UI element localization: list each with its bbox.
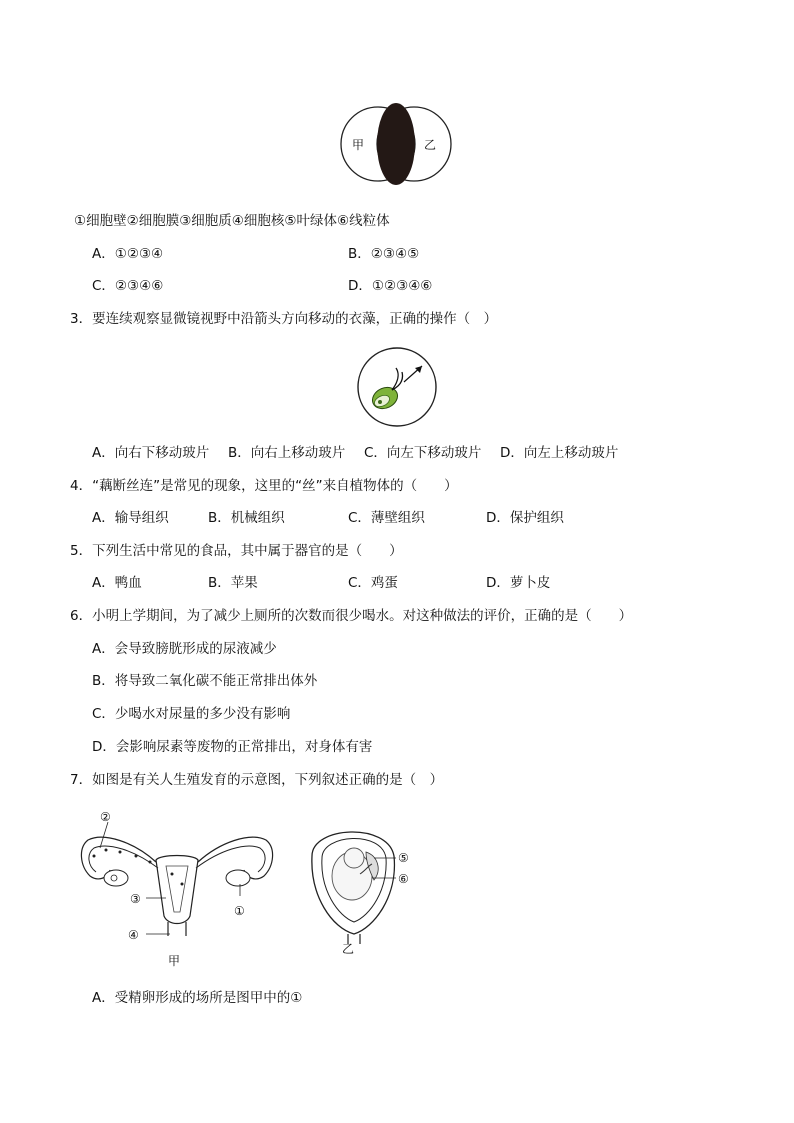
reproductive-system-svg [74, 804, 284, 972]
q4-stem: 4．“藕断丝连”是常见的现象，这里的“丝”来自植物体的（ ） [70, 478, 458, 494]
q3-option-c[interactable]: C．向左下移动玻片 [364, 445, 482, 461]
q2-items: ①细胞壁②细胞膜③细胞质④细胞核⑤叶绿体⑥线粒体 [74, 213, 390, 229]
fetus-figure [302, 816, 422, 960]
label-4: ④ [128, 928, 139, 942]
q2-option-d[interactable]: D．①②③④⑥ [348, 278, 433, 294]
q6-option-d[interactable]: D．会影响尿素等废物的正常排出，对身体有害 [92, 739, 373, 755]
sperm-dot [149, 861, 152, 864]
q7-stem: 7．如图是有关人生殖发育的示意图，下列叙述正确的是（ ） [70, 772, 444, 788]
sperm-dot [135, 855, 138, 858]
label-5: ⑤ [398, 851, 409, 865]
ovary-right [226, 870, 250, 886]
q5-option-c[interactable]: C．鸡蛋 [348, 575, 398, 591]
q5-option-a[interactable]: A．鸭血 [92, 575, 142, 591]
q4-option-a[interactable]: A．输导组织 [92, 510, 169, 526]
q4-option-b[interactable]: B．机械组织 [208, 510, 285, 526]
sperm-dot [181, 883, 184, 886]
q6-option-a[interactable]: A．会导致膀胱形成的尿液减少 [92, 641, 277, 657]
fetus-head [344, 848, 364, 868]
fetus-svg [302, 816, 422, 960]
microscope-field-figure [356, 346, 438, 428]
sperm-dot [93, 855, 96, 858]
venn-right-label: 乙 [424, 138, 437, 152]
label-2: ② [100, 810, 111, 824]
q5-option-d[interactable]: D．萝卜皮 [486, 575, 551, 591]
q7-option-a[interactable]: A．受精卵形成的场所是图甲中的① [92, 990, 303, 1006]
oviduct-left-inner [89, 846, 158, 872]
figure-yi-label: 乙 [342, 942, 355, 956]
label-1: ① [234, 904, 245, 918]
sperm-dot [171, 873, 174, 876]
q2-option-c[interactable]: C．②③④⑥ [92, 278, 164, 294]
q3-option-b[interactable]: B．向右上移动玻片 [228, 445, 346, 461]
sperm-dot [105, 849, 108, 852]
venn-overlap [377, 103, 415, 185]
label-6: ⑥ [398, 872, 409, 886]
q2-option-b[interactable]: B．②③④⑤ [348, 246, 420, 262]
venn-diagram [338, 98, 454, 190]
chlamydomonas-svg [356, 346, 438, 428]
q4-option-c[interactable]: C．薄壁组织 [348, 510, 425, 526]
q6-stem: 6．小明上学期间，为了减少上厕所的次数而很少喝水。对这种做法的评价，正确的是（ ） [70, 608, 633, 624]
q3-option-a[interactable]: A．向右下移动玻片 [92, 445, 210, 461]
ovary-left [104, 870, 128, 886]
q4-option-d[interactable]: D．保护组织 [486, 510, 564, 526]
reproductive-system-figure [74, 804, 284, 972]
q6-option-b[interactable]: B．将导致二氧化碳不能正常排出体外 [92, 673, 318, 689]
figure-jia-label: 甲 [168, 954, 181, 968]
chlamydomonas-eyespot [378, 400, 382, 404]
q3-stem: 3．要连续观察显微镜视野中沿箭头方向移动的衣藻，正确的操作（ ） [70, 311, 498, 327]
label-3: ③ [130, 892, 141, 906]
q6-option-c[interactable]: C．少喝水对尿量的多少没有影响 [92, 706, 291, 722]
q5-stem: 5．下列生活中常见的食品，其中属于器官的是（ ） [70, 543, 403, 559]
oviduct-right-inner [196, 846, 265, 872]
q3-option-d[interactable]: D．向左上移动玻片 [500, 445, 619, 461]
sperm-dot [119, 851, 122, 854]
q5-option-b[interactable]: B．苹果 [208, 575, 258, 591]
q2-option-a[interactable]: A．①②③④ [92, 246, 164, 262]
venn-left-label: 甲 [352, 138, 365, 152]
